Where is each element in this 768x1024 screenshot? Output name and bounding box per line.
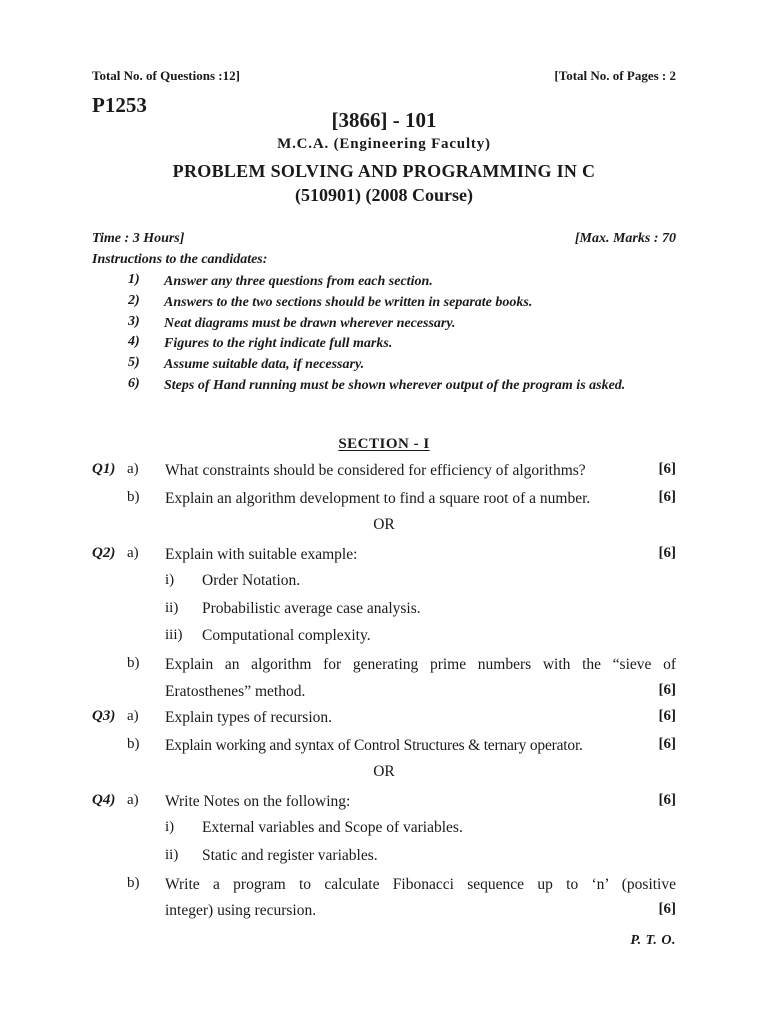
- instruction-text: Neat diagrams must be drawn wherever necessary.: [164, 316, 456, 331]
- part-label: b): [127, 875, 140, 891]
- part-label: a): [127, 708, 139, 724]
- sub-item-number: iii): [165, 627, 183, 643]
- instruction-text: Answer any three questions from each section.: [164, 274, 433, 289]
- or-divider: OR: [373, 516, 395, 533]
- sub-item-number: ii): [165, 600, 179, 616]
- marks: [6]: [658, 901, 676, 917]
- sub-item-number: ii): [165, 847, 179, 863]
- marks: [6]: [658, 682, 676, 698]
- faculty: M.C.A. (Engineering Faculty): [277, 136, 491, 152]
- paper-code: P1253: [92, 93, 147, 117]
- paper-id: [3866] - 101: [331, 108, 437, 132]
- sub-item-text: Computational complexity.: [202, 627, 371, 644]
- marks: [6]: [658, 489, 676, 505]
- instruction-text: Steps of Hand running must be shown wherever output of the program is asked.: [164, 378, 626, 393]
- instruction-text: Figures to the right indicate full marks.: [164, 336, 393, 351]
- marks: [6]: [658, 461, 676, 477]
- question-text: Explain an algorithm for generating prime numbers with the “sieve of: [165, 656, 676, 673]
- part-label: b): [127, 736, 140, 752]
- instruction-number: 4): [128, 334, 140, 349]
- question-text: Explain types of recursion.: [165, 709, 333, 726]
- instructions-title: Instructions to the candidates:: [92, 252, 268, 267]
- question-text: Explain with suitable example:: [165, 546, 358, 563]
- question-text: Write a program to calculate Fibonacci sequence up to ‘n’ (positive: [165, 876, 676, 893]
- question-text: Explain an algorithm development to find a square root of a number.: [165, 490, 591, 507]
- part-label: a): [127, 545, 139, 561]
- marks: [6]: [658, 708, 676, 724]
- instruction-text: Answers to the two sections should be written in separate books.: [164, 295, 533, 310]
- total-pages: [Total No. of Pages : 2: [554, 68, 676, 83]
- sub-item-text: Probabilistic average case analysis.: [202, 600, 421, 617]
- question-number: Q1): [92, 461, 116, 477]
- question-number: Q4): [92, 792, 116, 808]
- part-label: a): [127, 792, 139, 808]
- sub-item-number: i): [165, 572, 175, 588]
- question-number: Q3): [92, 708, 116, 724]
- question-text: What constraints should be considered for efficiency of algorithms?: [165, 462, 586, 479]
- question-text: Write Notes on the following:: [165, 793, 351, 810]
- max-marks: [Max. Marks : 70: [574, 231, 676, 246]
- marks: [6]: [658, 736, 676, 752]
- instruction-number: 1): [128, 272, 140, 287]
- part-label: b): [127, 655, 140, 671]
- instruction-number: 3): [128, 314, 140, 329]
- sub-item-text: External variables and Scope of variables.: [202, 819, 463, 836]
- marks: [6]: [658, 545, 676, 561]
- page-turn-over: P. T. O.: [630, 933, 676, 948]
- part-label: a): [127, 461, 139, 477]
- part-label: b): [127, 489, 140, 505]
- time-limit: Time : 3 Hours]: [92, 231, 185, 246]
- sub-item-text: Order Notation.: [202, 572, 301, 589]
- instruction-number: 5): [128, 355, 140, 370]
- instruction-number: 6): [128, 376, 140, 391]
- question-text: integer) using recursion.: [165, 902, 317, 919]
- sub-item-text: Static and register variables.: [202, 847, 378, 864]
- subject-title: PROBLEM SOLVING AND PROGRAMMING IN C: [172, 161, 596, 181]
- question-text: Explain working and syntax of Control Structures & ternary operator.: [165, 737, 583, 754]
- sub-item-number: i): [165, 819, 175, 835]
- or-divider: OR: [373, 763, 395, 780]
- marks: [6]: [658, 792, 676, 808]
- instruction-number: 2): [128, 293, 140, 308]
- instruction-text: Assume suitable data, if necessary.: [164, 357, 365, 372]
- question-number: Q2): [92, 545, 116, 561]
- total-questions: Total No. of Questions :12]: [92, 68, 240, 83]
- question-text: Eratosthenes” method.: [165, 683, 306, 700]
- course-code: (510901) (2008 Course): [295, 185, 473, 205]
- section-heading: [0, 436, 768, 453]
- section-label: SECTION - I: [338, 436, 430, 452]
